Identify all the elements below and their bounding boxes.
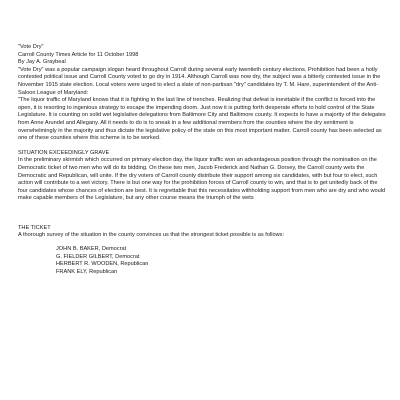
article-paragraph-4: A thorough survey of the situation in the county convinces us that the strongest ticket possible is as follows: — [18, 232, 285, 239]
candidate-item: FRANK ELY, Republican — [56, 268, 118, 275]
article-byline: By Jay A. Graybeal — [18, 59, 66, 66]
candidate-list — [18, 246, 386, 276]
section-ticket — [18, 225, 386, 277]
section-heading-ticket: THE TICKET — [18, 224, 51, 231]
article-paragraph-1: "Vote Dry" was a popular campaign slogan heard throughout Carroll during several early twentieth century elections. Prohibition had been a hotly contested political issue and Carroll County voted to go dry in 1914. Although Carroll was now dry, the subject was a bitterly contested issue in the November 1915 state election. Local voters were urged to elect a slate of non-partisan "dry" candidates by T. M. Hare, superintendent of the Anti-Saloon League of Maryland: — [18, 66, 381, 96]
article-body — [18, 44, 386, 276]
section-heading-situation: SITUATION EXCEEDINGLY GRAVE — [18, 149, 110, 156]
article-title: "Vote Dry" — [18, 44, 44, 50]
article-header — [18, 44, 386, 67]
section-situation — [18, 150, 386, 203]
article-source-line: Carroll County Times Article for 11 October 1998 — [18, 51, 139, 58]
article-paragraph-3: In the preliminary skirmish which occurred on primary election day, the liquor traffic won an advantageous position through the nomination on the Democratic ticket of two men who will do its bidding. On these two men, Jacob Frederick and Nathan G. Dorsey, the Carroll county wets the Democratic and Republican, will unite. If the dry voters of Carroll county distribute their support among six candidates, with but four to elect, such action will contribute to a wet victory. There is but one way for the prohibition forces of Carroll county to win, and that is to get unitedly back of the four candidates whose chances of election are best. It is regrettable that this necessitates withholding support from men who are dry and who would make capable members of the Legislature, but any other course means the triumph of the wets — [18, 157, 386, 202]
candidate-item: G. FIELDER GILBERT, Democrat — [56, 253, 140, 260]
candidate-item: JOHN B. BAKER, Democrat — [56, 246, 127, 253]
candidate-item: HERBERT R. WOODEN, Republican — [56, 261, 149, 268]
article-paragraph-2: "The liquor traffic of Maryland knows that it is fighting in the last line of trenches. Realizing that defeat is inevitable if the conflict is forced into the open, it is resorting to ingenious strategy to escape the impending doom. Just now it is putting forth desperate efforts to hold control of the State Legislature. It is counting on solid wet legislative delegations from Baltimore City and Baltimore county. It expects to have a majority of the delegates from Anne Arundel and Allegany. All it needs to do is to sneak in a few additional members from the counties where the dry sentiment is overwhelmingly in the majority and thus dictate the legislative policy of the state on this most important matter. Carroll county has been selected as one of these counties where this scheme is to be worked. — [18, 97, 386, 142]
